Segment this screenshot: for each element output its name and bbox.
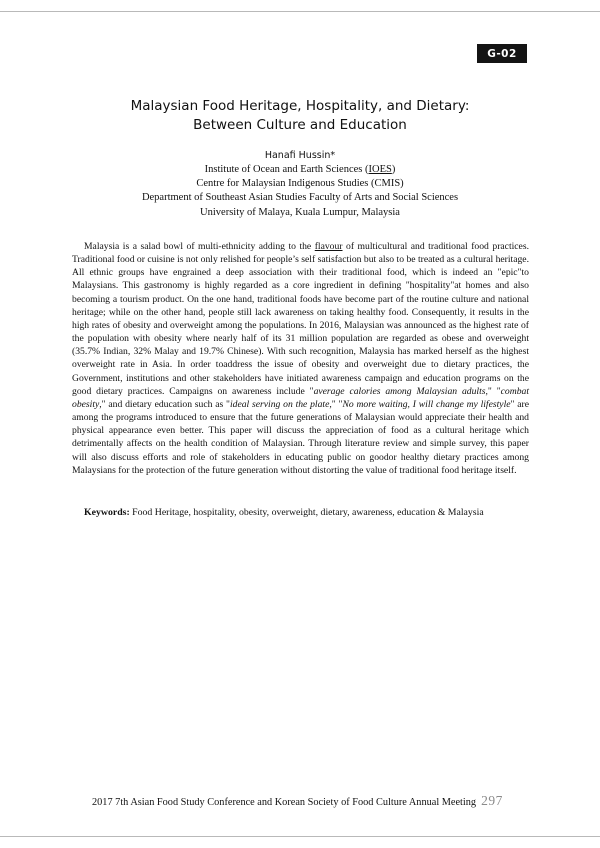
abstract-italic-phrase: average calories among Malaysian adults [313,385,486,397]
affiliation-line-3: Department of Southeast Asian Studies Faculty of Arts and Social Sciences [141,192,459,204]
keywords-label: Keywords: [84,507,130,518]
page-footer [92,794,528,810]
abstract-text: ," " [329,398,343,410]
keywords-text: Food Heritage, hospitality, obesity, overweight, dietary, awareness, education & Malaysia [129,507,484,518]
footer-text: 2017 7th Asian Food Study Conference and Korean Society of Food Culture Annual Meeting [92,797,477,808]
abstract-text: ," " [485,385,501,397]
abstract-text: Malaysia is a salad bowl of multi-ethnicity adding to the [84,241,315,252]
affiliation-abbr: IOES [368,164,392,175]
affiliations [0,163,600,220]
affiliation-line-1 [0,163,600,177]
affiliation-line-2: Centre for Malaysian Indigenous Studies (CMIS) [196,178,404,190]
page-top-border [0,11,600,12]
abstract-italic-phrase: ideal serving on the plate [229,398,330,410]
abstract-text: ," and dietary education such as " [99,398,230,410]
page-number: 297 [481,793,503,808]
abstract-underlined-word: flavour [314,241,343,252]
affiliation-text: Institute of Ocean and Earth Sciences ( [204,164,369,175]
abstract [72,240,529,477]
affiliation-text: ) [391,164,396,175]
abstract-text: of multicultural and traditional food practices. Traditional food or cuisine is not only relished for people’s self satisfaction but also to be treated as a cultural heritage. All ethnic groups have engrained a deep association with their traditional food, which is indeed an "epic"to Malaysians. This gastronomy is highly regarded as a core ingredient in defining "hospitality"at homes and also becoming a tourism product. On the one hand, traditional foods have become part of the routine culture and national heritage; while on the other hand, people still lack awareness on taking healthy food. Consequently, it results in the high rates of obesity and overweight among the populations. In 2016, Malaysian was announced as the highest rate of the population with obesity where nearly half of its 31 million population are regarded as obese and overweight (35.7% Indian, 32% Malay and 19.7% Chinese). With such recognition, Malaysia has marked herself as the highest overweight rate in Asia. In order toaddress the issue of obesity and overweight due to dietary practices, the Government, institutions and other stakeholders have initiated awareness campaign and education programs on the good dietary practices. Campaigns on awareness include " [72,241,529,397]
title-line-2: Between Culture and Education [193,117,407,133]
abstract-italic-phrase: combat obesity [72,385,529,410]
author-name: Hanafi Hussin* [264,150,336,161]
paper-title [70,97,530,135]
title-line-1: Malaysian Food Heritage, Hospitality, and Dietary: [130,98,470,114]
affiliation-line-4: University of Malaya, Kuala Lumpur, Malaysia [200,206,400,218]
abstract-text: " are among the programs introduced to ensure that the future generations of Malaysian would appreciate their health and physical appearance even better. This paper will discuss the appreciation of food as a cultural heritage which detrimentally affects on the health condition of Malaysian. Through literature review and simple survey, this paper will also discuss efforts and role of stakeholders in educating public on goodor healthy dietary practices among Malaysians for the protection of the future generation without distorting the value of traditional food heritage itself. [72,398,530,476]
abstract-italic-phrase: No more waiting, I will change my lifestyle [342,398,511,410]
session-badge: G-02 [477,44,527,63]
keywords [84,506,534,519]
page-bottom-border [0,836,600,837]
